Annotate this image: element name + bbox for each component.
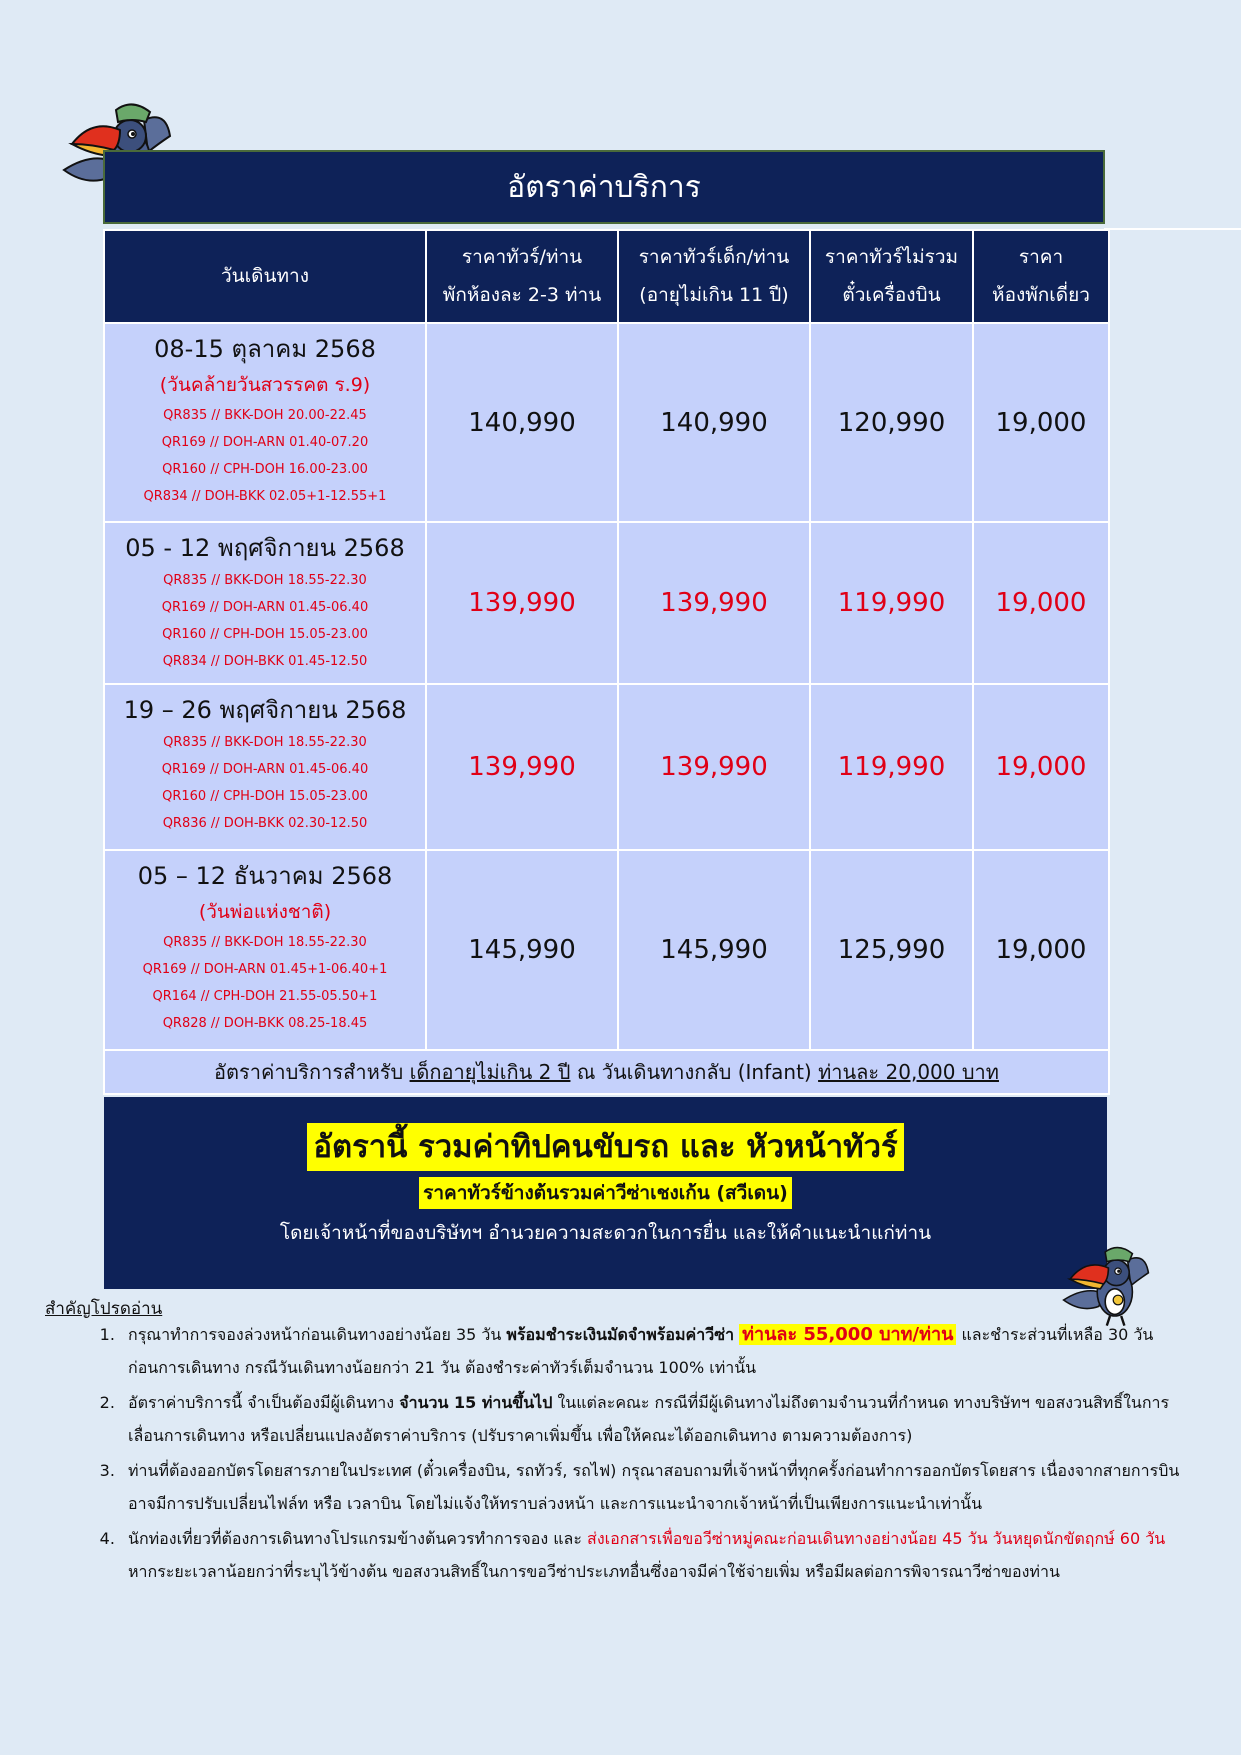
flight-info: QR835 // BKK-DOH 18.55-22.30 <box>163 573 367 589</box>
travel-date: 19 – 26 พฤศจิกายน 2568 <box>123 695 407 724</box>
header-travel-date: วันเดินทาง <box>104 230 426 323</box>
no-air-price: 119,990 <box>810 684 973 850</box>
table-row <box>104 323 1109 523</box>
list-item: 1. กรุณาทำการจองล่วงหน้าก่อนเดินทางอย่างน้อย 35 วัน พร้อมชำระเงินมัดจำพร้อมค่าวีซ่า ท่านละ 55,000 บาท/ท่าน และชำระส่วนที่เหลือ 30 วัน ก่อนการเดินทาง กรณีวันเดินทางน้อยกว่า 21 วัน ต้องชำระค่าทัวร์เต็มจำนวน 100% เท่านั้น <box>120 1318 1180 1384</box>
child-price: 139,990 <box>618 684 810 850</box>
date-cell <box>104 684 426 850</box>
flight-info: QR160 // CPH-DOH 15.05-23.00 <box>162 788 368 804</box>
flight-info: QR169 // DOH-ARN 01.40-07.20 <box>161 434 369 450</box>
flight-info: QR828 // DOH-BKK 08.25-18.45 <box>162 1016 368 1031</box>
visa-included: ราคาทัวร์ข้างต้นรวมค่าวีซ่าเชงเก้น (สวีเดน) <box>419 1177 792 1209</box>
infant-rate-row <box>104 1050 1109 1094</box>
single-room-price: 19,000 <box>973 522 1109 683</box>
travel-date: 05 – 12 ธันวาคม 2568 <box>137 862 393 890</box>
holiday-label: (วันคล้ายวันสวรรคต ร.9) <box>159 373 371 396</box>
single-room-price: 19,000 <box>973 323 1109 523</box>
flight-info: QR169 // DOH-ARN 01.45-06.40 <box>161 761 369 777</box>
no-air-price: 125,990 <box>810 850 973 1050</box>
no-air-price: 120,990 <box>810 323 973 523</box>
notes-heading: สำคัญโปรดอ่าน <box>45 1299 163 1319</box>
flight-info: QR835 // BKK-DOH 18.55-22.30 <box>163 734 367 750</box>
includes-headline: อัตรานี้ รวมค่าทิปคนขับรถ และ หัวหน้าทัวร์ <box>307 1123 903 1171</box>
flight-info: QR160 // CPH-DOH 16.00-23.00 <box>162 461 368 477</box>
header-no-air-price: ราคาทัวร์ไม่รวม ตั๋วเครื่องบิน <box>810 230 973 323</box>
flight-info: QR169 // DOH-ARN 01.45-06.40 <box>161 600 369 616</box>
table-row <box>104 522 1109 683</box>
table-row <box>104 850 1109 1050</box>
header-single-room: ราคา ห้องพักเดี่ยว <box>973 230 1109 323</box>
flight-info: QR836 // DOH-BKK 02.30-12.50 <box>162 815 368 831</box>
date-cell <box>104 323 426 523</box>
list-item: 4. นักท่องเที่ยวที่ต้องการเดินทางโปรแกรมข้างต้นควรทำการจอง และ ส่งเอกสารเพื่อขอวีซ่าหมู่คณะก่อนเดินทางอย่างน้อย 45 วัน วันหยุดนักขัตฤกษ์ 60 วัน หากระยะเวลาน้อยกว่าที่ระบุไว้ข้างต้น ขอสงวนสิทธิ์ในการขอวีซ่าประเภทอื่นซึ่งอาจมีค่าใช้จ่ายเพิ่ม หรือมีผลต่อการพิจารณาวีซ่าของท่าน <box>120 1522 1180 1588</box>
flight-info: QR160 // CPH-DOH 15.05-23.00 <box>162 627 368 643</box>
page-divider <box>1104 228 1241 230</box>
child-price: 145,990 <box>618 850 810 1050</box>
table-row <box>104 684 1109 850</box>
date-cell <box>104 522 426 683</box>
visa-assist-note: โดยเจ้าหน้าที่ของบริษัทฯ อำนวยความสะดวกในการยื่น และให้คำแนะนำแก่ท่าน <box>279 1222 932 1244</box>
infant-rate: อัตราค่าบริการสำหรับ เด็กอายุไม่เกิน 2 ปี ณ วันเดินทางกลับ (Infant) ท่านละ 20,000 บาท <box>104 1050 1109 1094</box>
flight-info: QR834 // DOH-BKK 02.05+1-12.55+1 <box>143 488 387 504</box>
adult-price: 139,990 <box>426 522 618 683</box>
travel-date: 08-15 ตุลาคม 2568 <box>154 334 376 363</box>
single-room-price: 19,000 <box>973 850 1109 1050</box>
adult-price: 139,990 <box>426 684 618 850</box>
flight-info: QR169 // DOH-ARN 01.45+1-06.40+1 <box>142 962 388 977</box>
header-adult-price: ราคาทัวร์/ท่าน พักห้องละ 2-3 ท่าน <box>426 230 618 323</box>
date-cell <box>104 850 426 1050</box>
flight-info: QR835 // BKK-DOH 18.55-22.30 <box>163 935 367 950</box>
flight-info: QR834 // DOH-BKK 01.45-12.50 <box>162 654 368 670</box>
page-title: อัตราค่าบริการ <box>103 150 1105 224</box>
table-header-row <box>104 230 1109 323</box>
no-air-price: 119,990 <box>810 522 973 683</box>
header-child-price: ราคาทัวร์เด็ก/ท่าน (อายุไม่เกิน 11 ปี) <box>618 230 810 323</box>
list-item: 2. อัตราค่าบริการนี้ จำเป็นต้องมีผู้เดินทาง จำนวน 15 ท่านขึ้นไป ในแต่ละคณะ กรณีที่มีผู้เดินทางไม่ถึงตามจำนวนที่กำหนด ทางบริษัทฯ ขอสงวนสิทธิ์ในการเลื่อนการเดินทาง หรือเปลี่ยนแปลงอัตราค่าบริการ (ปรับราคาเพิ่มขึ้น เพื่อให้คณะได้ออกเดินทาง ตามความต้องการ) <box>120 1386 1180 1452</box>
travel-date: 05 - 12 พฤศจิกายน 2568 <box>125 534 405 563</box>
single-room-price: 19,000 <box>973 684 1109 850</box>
child-price: 139,990 <box>618 522 810 683</box>
price-table <box>103 229 1110 1095</box>
flight-info: QR835 // BKK-DOH 20.00-22.45 <box>163 407 367 423</box>
adult-price: 145,990 <box>426 850 618 1050</box>
notes-list <box>80 1318 1180 1590</box>
flight-info: QR164 // CPH-DOH 21.55-05.50+1 <box>152 989 378 1004</box>
adult-price: 140,990 <box>426 323 618 523</box>
includes-box <box>104 1097 1107 1289</box>
deposit-highlight: ท่านละ 55,000 บาท/ท่าน <box>739 1324 956 1345</box>
toucan-mascot-bottom <box>1062 1244 1150 1328</box>
holiday-label: (วันพ่อแห่งชาติ) <box>198 901 332 923</box>
child-price: 140,990 <box>618 323 810 523</box>
list-item: 3. ท่านที่ต้องออกบัตรโดยสารภายในประเทศ (ตั๋วเครื่องบิน, รถทัวร์, รถไฟ) กรุณาสอบถามที่เจ้าหน้าที่ทุกครั้งก่อนทำการออกบัตรโดยสาร เนื่องจากสายการบินอาจมีการปรับเปลี่ยนไฟล์ท หรือ เวลาบิน โดยไม่แจ้งให้ทราบล่วงหน้า และการแนะนำจากเจ้าหน้าที่เป็นเพียงการแนะนำเท่านั้น <box>120 1454 1180 1520</box>
